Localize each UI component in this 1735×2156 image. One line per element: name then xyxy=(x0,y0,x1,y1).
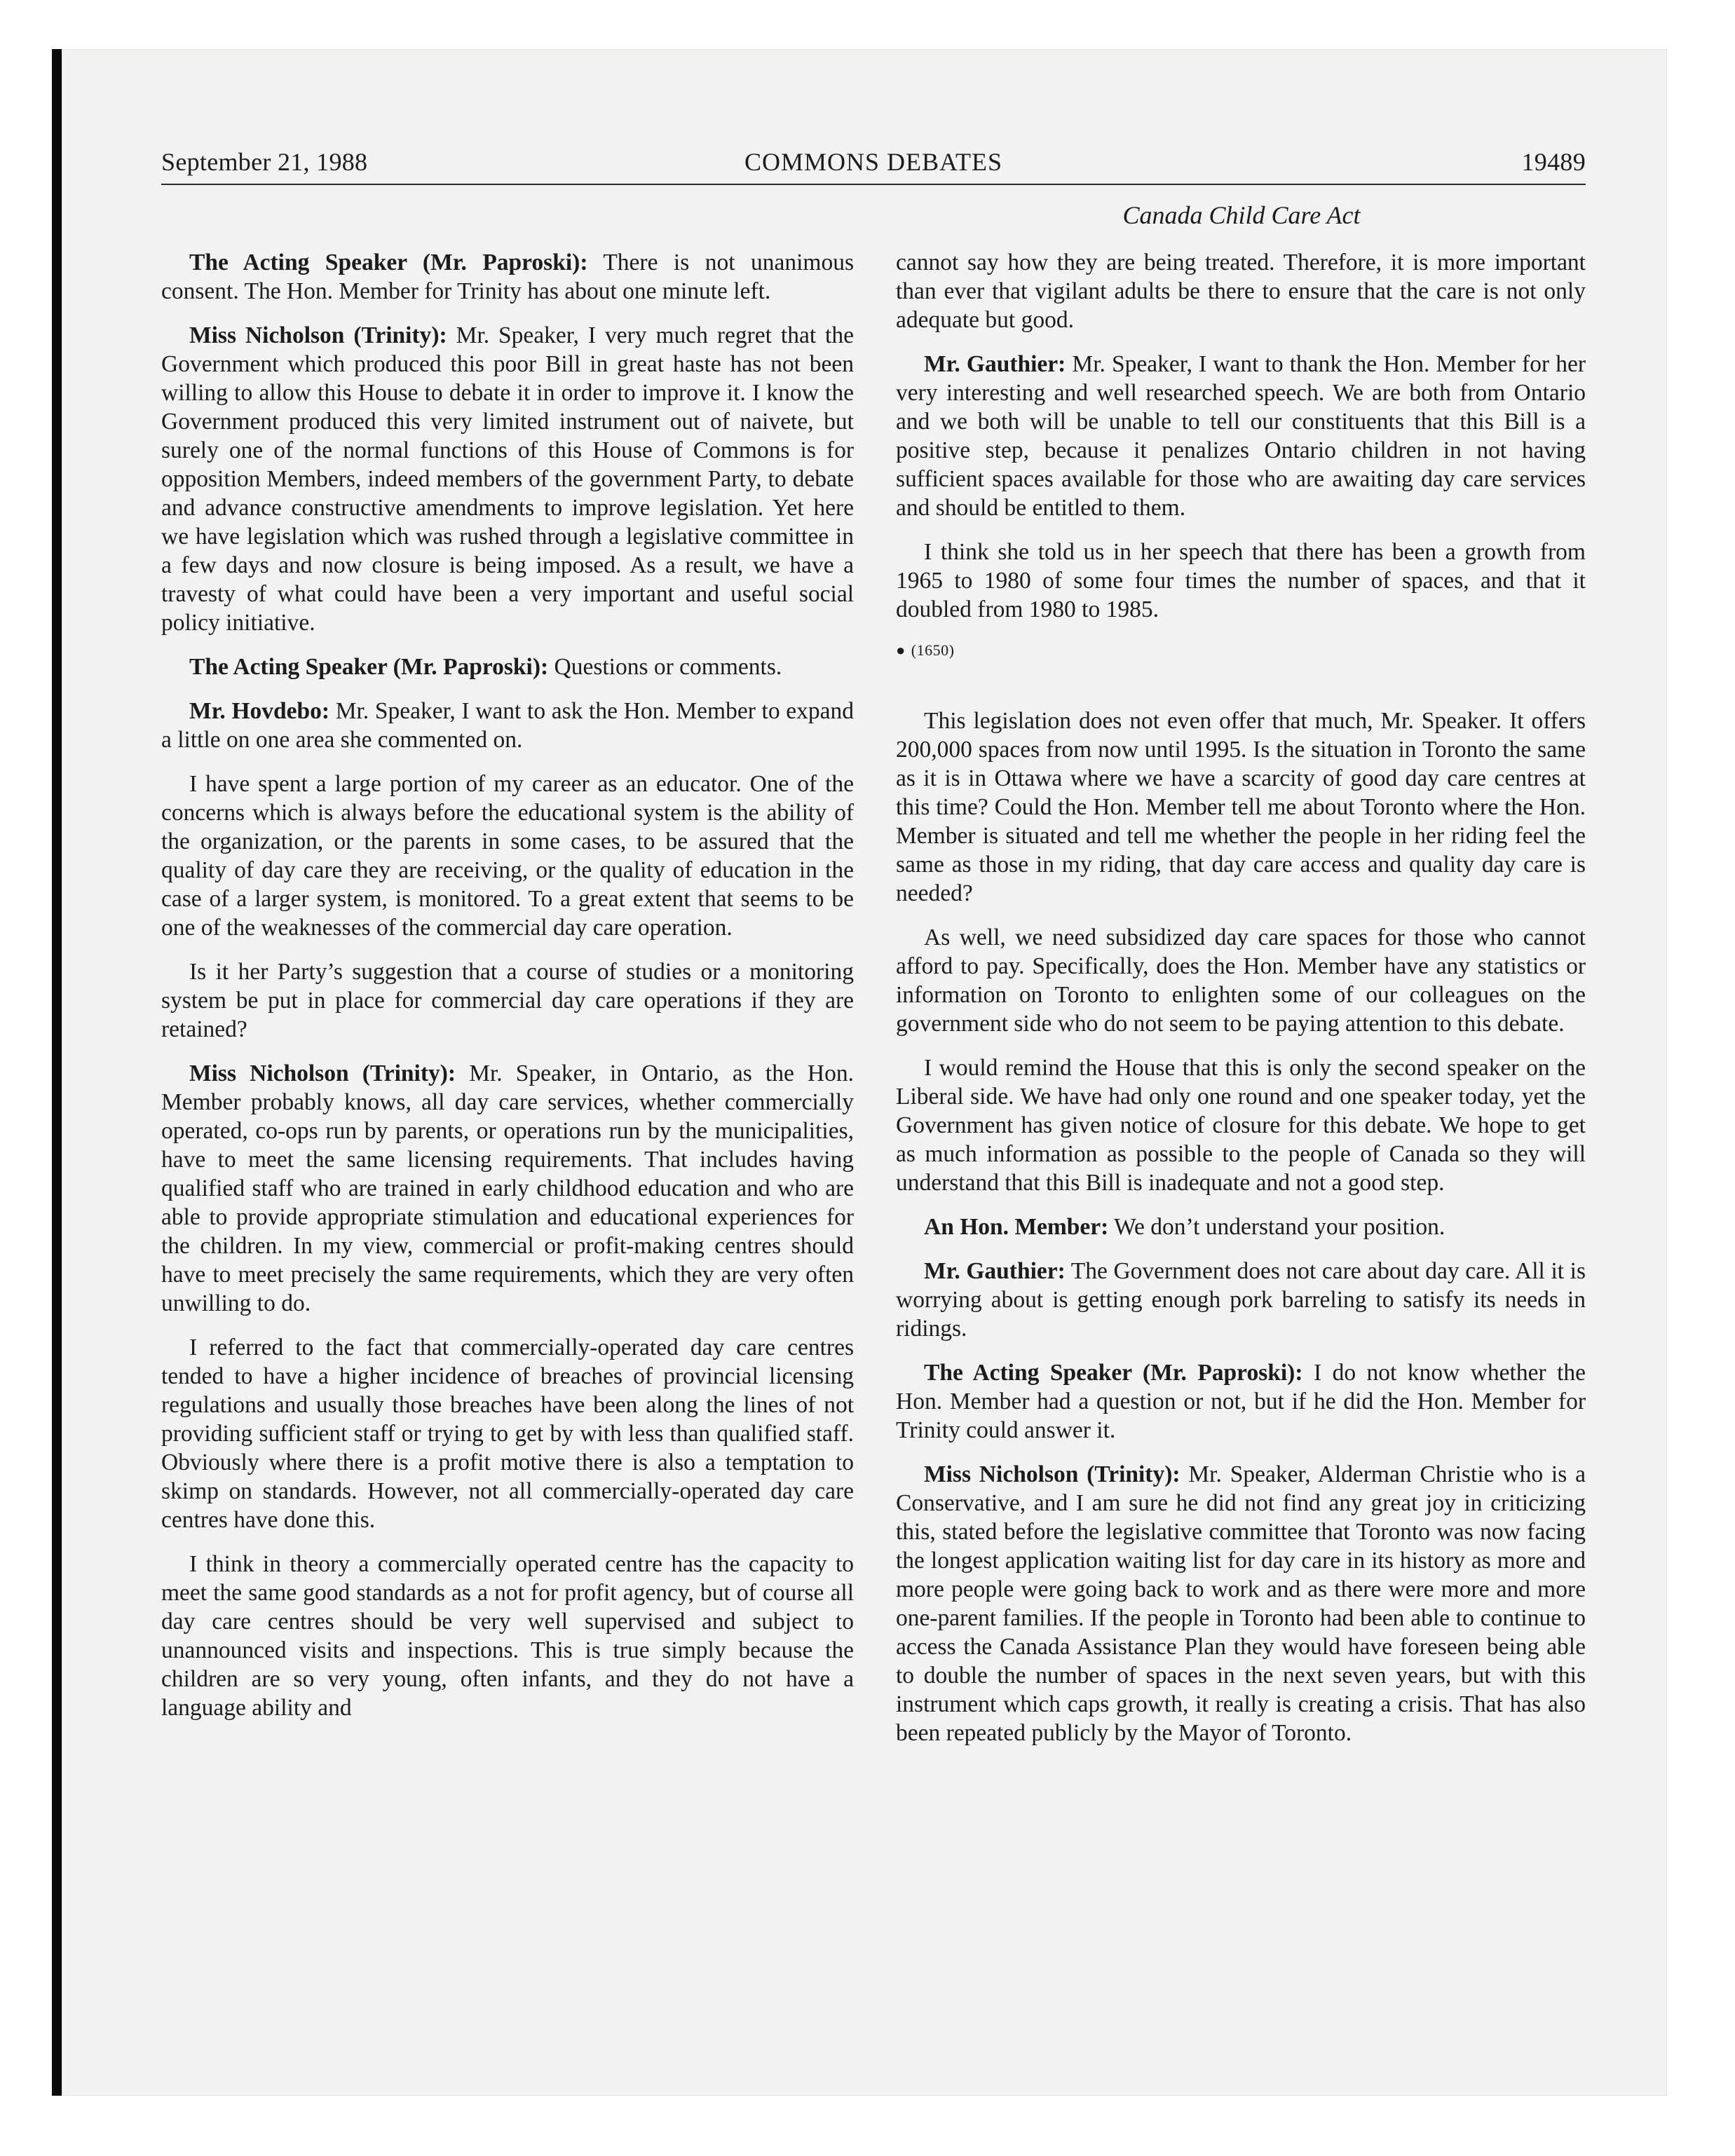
paragraph xyxy=(896,350,1586,522)
speaker-name: Mr. Gauthier: xyxy=(924,1258,1066,1284)
speaker-name: Miss Nicholson (Trinity): xyxy=(924,1461,1181,1487)
timestamp: (1650) xyxy=(911,641,955,659)
paragraph xyxy=(161,653,854,681)
paragraph: cannot say how they are being treated. Therefore, it is more important than ever that vigilant adults be there to ensure that the care is not only adequate but good. xyxy=(896,250,1586,333)
paragraph xyxy=(896,1358,1586,1445)
speech-text: The Government does not care about day care. All it is worrying about is getting enough pork barreling to satisfy its needs in ridings. xyxy=(896,1258,1586,1342)
paragraph: I think she told us in her speech that there has been a growth from 1965 to 1980 of some four times the number of spaces, and that it doubled from 1980 to 1985. xyxy=(896,539,1586,622)
paragraph xyxy=(896,1460,1586,1747)
left-column xyxy=(161,248,854,1738)
bullet-icon: ● xyxy=(896,641,906,659)
speech-text: Mr. Speaker, Alderman Christie who is a Conservative, and I am sure he did not find any great joy in criticizing this, stated before the legislative committee that Toronto was now facing the longest application waiting list for day care in its history as more and more people were going back to work and as there were more and more one-parent families. If the people in Toronto had been able to continue to access the Canada Assistance Plan they would have foreseen being able to double the number of spaces in the next seven years, but with this instrument which caps growth, it really is creating a crisis. That has also been repeated publicly by the Mayor of Toronto. xyxy=(896,1461,1586,1746)
paragraph: I referred to the fact that commercially-operated day care centres tended to have a higher incidence of breaches of provincial licensing regulations and usually those breaches have been along the lines of not providing sufficient staff or trying to get by with less than qualified staff. Obviously where there is a profit motive there is also a temptation to skimp on standards. However, not all commercially-operated day care centres have done this. xyxy=(161,1335,854,1533)
speech-text: I do not know whether the Hon. Member had a question or not, but if he did the Hon. Member for Trinity could answer it. xyxy=(896,1360,1586,1443)
paragraph: I have spent a large portion of my career as an educator. One of the concerns which is always before the educational system is the ability of the organization, or the parents in some cases, to be assured that the quality of day care they are receiving, or the quality of education in the case of a larger system, is monitored. To a great extent that seems to be one of the weaknesses of the commercial day care operation. xyxy=(161,771,854,941)
paragraph xyxy=(896,1213,1586,1241)
paragraph: This legislation does not even offer that much, Mr. Speaker. It offers 200,000 spaces from now until 1995. Is the situation in Toronto the same as it is in Ottawa where we have a scarcity of good day care centres at this time? Could the Hon. Member tell me about Toronto where the Hon. Member is situated and tell me whether the people in her riding feel the same as those in my riding, that day care access and quality day care is needed? xyxy=(896,708,1586,906)
speaker-name: The Acting Speaker (Mr. Paproski): xyxy=(189,654,549,680)
paragraph: Is it her Party’s suggestion that a course of studies or a monitoring system be put in place for commercial day care operations if they are retained? xyxy=(161,959,854,1042)
header-publication: COMMONS DEBATES xyxy=(744,148,1003,176)
paragraph xyxy=(161,1059,854,1318)
paragraph xyxy=(161,697,854,754)
paragraph xyxy=(161,321,854,637)
speech-text: Questions or comments. xyxy=(548,654,782,680)
speech-text: Mr. Speaker, in Ontario, as the Hon. Member probably knows, all day care services, whether commercially operated, co-ops run by parents, or operations run by the municipalities, have to meet the same licensing requirements. That includes having qualified staff who are trained in early childhood education and who are able to provide appropriate stimulation and educational experiences for the children. In my view, commercial or profit-making centres should have to meet precisely the same requirements, which they are very often unwilling to do. xyxy=(161,1060,855,1316)
speaker-name: The Acting Speaker (Mr. Paproski): xyxy=(924,1360,1303,1386)
speaker-name: Miss Nicholson (Trinity): xyxy=(189,1060,456,1086)
header-date: September 21, 1988 xyxy=(161,148,368,176)
section-title: Canada Child Care Act xyxy=(1122,201,1361,229)
paragraph: I would remind the House that this is only the second speaker on the Liberal side. We have had only one round and one speaker today, yet the Government has given notice of closure for this debate. We hope to get as much information as possible to the people of Canada so they will understand that this Bill is inadequate and not a good step. xyxy=(896,1055,1586,1196)
speaker-name: The Acting Speaker (Mr. Paproski): xyxy=(189,250,588,275)
header-page-number: 19489 xyxy=(1521,148,1586,176)
paragraph: I think in theory a commercially operated centre has the capacity to meet the same good standards as a not for profit agency, but of course all day care centres should be very well supervised and subject to unannounced visits and inspections. This is true simply because the children are so very young, often infants, and they do not have a language ability and xyxy=(161,1551,854,1721)
speaker-name: Mr. Hovdebo: xyxy=(189,698,330,724)
speech-text: There is not unanimous consent. The Hon. Member for Trinity has about one minute left. xyxy=(161,250,854,304)
speech-text: Mr. Speaker, I want to thank the Hon. Member for her very interesting and well researched speech. We are both from Ontario and we both will be unable to tell our constituents that this Bill is a positive step, because it penalizes Ontario children in not having sufficient spaces available for those who are awaiting day care services and should be entitled to them. xyxy=(896,351,1586,521)
speaker-name: An Hon. Member: xyxy=(924,1214,1109,1240)
paragraph xyxy=(896,1257,1586,1343)
running-head xyxy=(161,147,1586,184)
scan-edge xyxy=(52,49,62,2096)
speech-text: Mr. Speaker, I very much regret that the Government which produced this poor Bill in great haste has not been willing to allow this House to debate it in order to improve it. I know the Government produced this very limited instrument out of naivete, but surely one of the normal functions of this House of Commons is for opposition Members, indeed members of the government Party, to debate and advance constructive amendments to improve legislation. Yet here we have legislation which was rushed through a legislative committee in a few days and now closure is being imposed. As a result, we have a travesty of what could have been a very important and useful social policy initiative. xyxy=(161,322,854,636)
right-column xyxy=(896,248,1586,1763)
paragraph: As well, we need subsidized day care spaces for those who cannot afford to pay. Specifically, does the Hon. Member have any statistics or information on Toronto to enlighten some of our colleagues on the government side who do not seem to be paying attention to this debate. xyxy=(896,925,1586,1037)
header-rule xyxy=(161,184,1586,185)
paragraph xyxy=(161,248,854,306)
speech-text: We don’t understand your position. xyxy=(1108,1214,1445,1240)
speaker-name: Miss Nicholson (Trinity): xyxy=(189,322,447,348)
speaker-name: Mr. Gauthier: xyxy=(924,351,1066,377)
timestamp-marker xyxy=(896,641,1586,660)
speech-text: Mr. Speaker, I want to ask the Hon. Member to expand a little on one area she commented on. xyxy=(161,698,854,753)
